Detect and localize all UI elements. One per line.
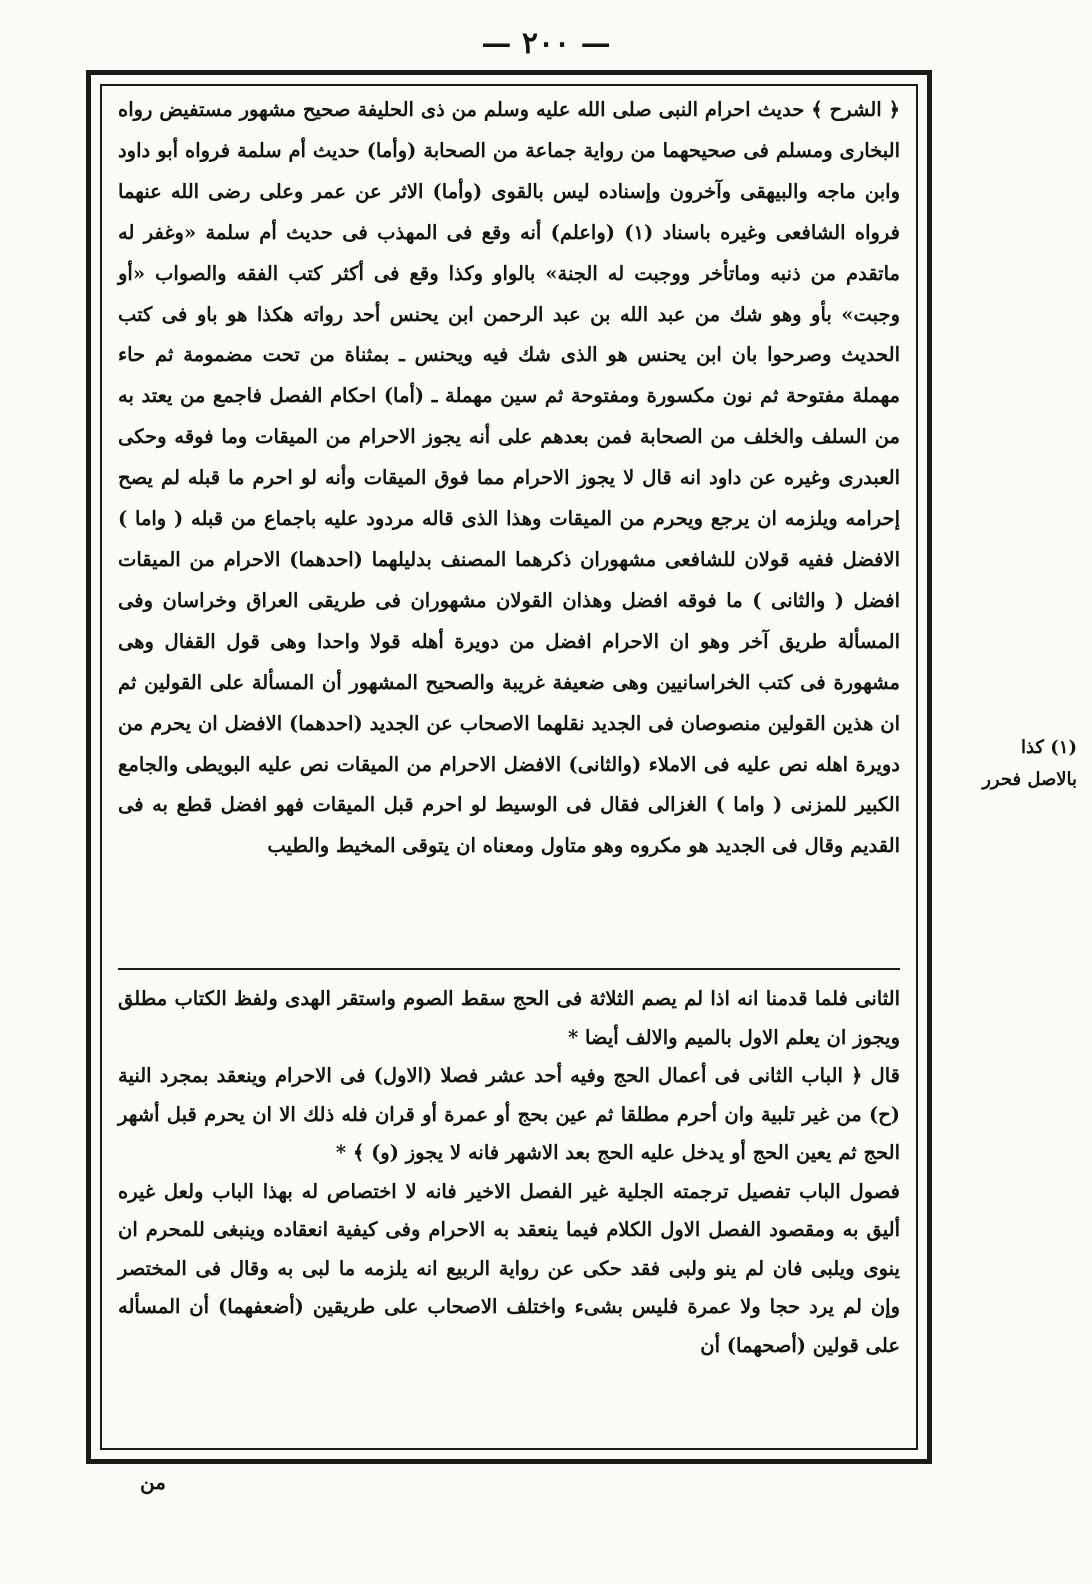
margin-footnote [942, 732, 1077, 796]
lower-paragraph-2: قال ﴿ الباب الثانى فى أعمال الحج وفيه أحد عشر فصلا (الاول) فى الاحرام وينعقد بمجرد النية (ح) من غير تلبية وان أحرم مطلقا ثم عين بحج أو عمرة أو قران فله ذلك الا ان يحرم قبل أشهر الحج ثم يعين الحج أو يدخل عليه الحج بعد الاشهر فانه لا يجوز (و) ﴾ * [118, 1064, 900, 1164]
margin-footnote-line-2: بالاصل فحرر [982, 769, 1077, 790]
commentary-text-block [118, 90, 900, 867]
lower-paragraph-1: الثانى فلما قدمنا انه اذا لم يصم الثلاثة فى الحج سقط الصوم واستقر الهدى ولفظ الكتاب مطلق ويجوز ان يعلم الاول بالميم والالف أيضا * [118, 987, 900, 1049]
section-divider [118, 968, 900, 970]
lower-text-block [118, 980, 900, 1365]
commentary-paragraph: ﴿ الشرح ﴾ حديث احرام النبى صلى الله عليه وسلم من ذى الحليفة صحيح مشهور مستفيض رواه البخارى ومسلم فى صحيحهما من رواية جماعة من الصحابة (وأما) حديث أم سلمة فرواه أبو داود وابن ماجه والبيهقى وآخرون وإسناده ليس بالقوى (وأما) الاثر عن عمر وعلى رضى الله عنهما فرواه الشافعى وغيره باسناد (١) (واعلم) أنه وقع فى المهذب فى حديث أم سلمة «وغفر له ماتقدم من ذنبه وماتأخر ووجبت له الجنة» بالواو وكذا وقع فى أكثر كتب الفقه والصواب «أو وجبت» بأو وهو شك من عبد الله بن عبد الرحمن ابن يحنس أحد رواته هكذا هو باو فى كتب الحديث وصرحوا بان ابن يحنس هو الذى شك فيه ويحنس ـ بمثناة من تحت مضمومة ثم حاء مهملة مفتوحة ثم نون مكسورة ومفتوحة ثم سين مهملة ـ (أما) احكام الفصل فاجمع من يعتد به من السلف والخلف من الصحابة فمن بعدهم على أنه يجوز الاحرام من الميقات وما فوقه وحكى العبدرى وغيره عن داود انه قال لا يجوز الاحرام مما فوق الميقات وأنه لو احرم ما قبله لم يصح إحرامه ويلزمه ان يرجع ويحرم من الميقات وهذا الذى قاله مردود عليه باجماع من قبله ( واما ) الافضل ففيه قولان للشافعى مشهوران ذكرهما المصنف بدليلهما (احدهما) الاحرام من الميقات افضل ( والثانى ) ما فوقه افضل وهذان القولان مشهوران فى طريقى العراق وخراسان وفى المسألة طريق آخر وهو ان الاحرام افضل من دويرة أهله قولا واحدا وهى قول القفال وهى مشهورة فى كتب الخراسانيين وهى ضعيفة غريبة والصحيح المشهور أن المسألة على القولين ثم ان هذين القولين منصوصان فى الجديد نقلهما الاصحاب عن الجديد (احدهما) الافضل ان يحرم من دويرة اهله نص عليه فى الاملاء (والثانى) الافضل الاحرام من الميقات نص عليه البويطى والجامع الكبير للمزنى ( واما ) الغزالى فقال فى الوسيط لو احرم قبل الميقات فهو افضل قطع به فى القديم وقال فى الجديد هو مكروه وهو متاول ومعناه ان يتوقى المخيط والطيب [118, 98, 900, 858]
catchword: من [140, 1470, 166, 1494]
page-number: — ٢٠٠ — [481, 26, 611, 61]
lower-paragraph-3: فصول الباب تفصيل ترجمته الجلية غير الفصل الاخير فانه لا اختصاص له بهذا الباب ولعل غيره أليق به ومقصود الفصل الاول الكلام فيما ينعقد به الاحرام وفى كيفية انعقاده وينبغى للمحرم ان ينوى ويلبى فان لم ينو ولبى فقد حكى عن رواية الربيع انه يلزمه ما لبى به وقال فى المختصر وإن لم يرد حجا ولا عمرة فليس بشىء واختلف الاصحاب على طريقين (أضعفهما) أن المسأله على قولين (أصحهما) أن [118, 1179, 900, 1357]
margin-footnote-line-1: (١) كذا [1020, 737, 1077, 758]
